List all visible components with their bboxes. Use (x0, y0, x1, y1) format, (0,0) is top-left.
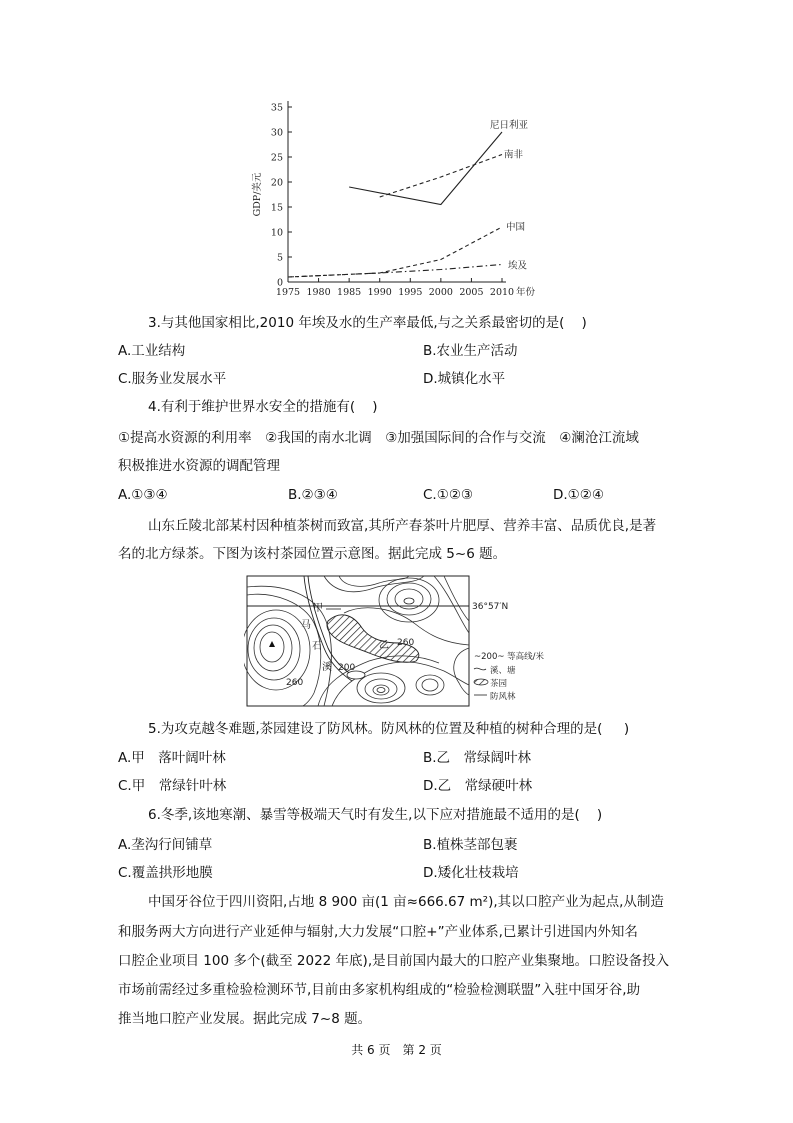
legend-windbreak: 防风林 (490, 692, 516, 702)
series-line-3 (288, 265, 502, 278)
q3-option-c[interactable]: C.服务业发展水平 (118, 371, 227, 387)
x-tick-label: 2000 (428, 287, 453, 298)
q5-option-c[interactable]: C.甲 常绿针叶林 (118, 778, 227, 794)
intro-5-6-line2: 名的北方绿茶。下图为该村茶园位置示意图。据此完成 5~6 题。 (118, 546, 507, 562)
series-label: 中国 (506, 222, 526, 233)
latitude-label: 36°57′N (472, 602, 509, 612)
pond (404, 598, 414, 604)
legend-tea-icon (474, 679, 488, 685)
q3-option-a[interactable]: A.工业结构 (118, 343, 186, 359)
legend-tea: 茶园 (490, 679, 508, 689)
q6-option-c[interactable]: C.覆盖拱形地膜 (118, 865, 213, 881)
q4-option-c[interactable]: C.①②③ (423, 487, 474, 503)
y-tick-label: 0 (276, 277, 283, 289)
y-tick-label: 5 (276, 252, 283, 264)
x-tick-label: 1980 (306, 287, 331, 298)
q5-option-d[interactable]: D.乙 常绿硬叶林 (423, 778, 533, 794)
y-tick-label: 10 (270, 227, 283, 239)
q5-stem: 5.为攻克越冬难题,茶园建设了防风林。防风林的位置及种植的树种合理的是( ) (148, 721, 630, 737)
q4-option-b[interactable]: B.②③④ (288, 487, 338, 503)
contour-label-260-a: 260 (397, 638, 415, 648)
x-tick-label: 1975 (275, 287, 301, 298)
contour-label-200: 200 (338, 663, 356, 673)
q6-stem: 6.冬季,该地寒潮、暴雪等极端天气时有发生,以下应对措施最不适用的是( ) (148, 807, 603, 823)
x-tick-label: 2005 (459, 287, 484, 298)
series-line-0 (349, 132, 502, 205)
intro-7-8-line3: 口腔企业项目 100 多个(截至 2022 年底),是目前国内最大的口腔产业集聚地。口腔设备投入 (118, 953, 670, 969)
q4-option-d[interactable]: D.①②④ (553, 487, 604, 503)
legend-pond-icon (474, 668, 486, 670)
q4-option-a[interactable]: A.①③④ (118, 487, 168, 503)
q4-statements-line1: ①提高水资源的利用率 ②我国的南水北调 ③加强国际间的合作与交流 ④澜沧江流域 (118, 430, 639, 446)
page-footer: 共 6 页 第 2 页 (351, 1043, 442, 1057)
label-ma: 马 (301, 620, 311, 631)
tea-garden-map (244, 573, 564, 711)
y-tick-label: 20 (270, 177, 283, 189)
y-axis-label: GDP/美元 (252, 172, 263, 217)
q6-option-d[interactable]: D.矮化壮枝栽培 (423, 865, 519, 881)
y-tick-label: 35 (270, 102, 283, 114)
q3-option-d[interactable]: D.城镇化水平 (423, 371, 506, 387)
chart-lines (288, 132, 502, 277)
series-line-1 (380, 155, 502, 198)
x-tick-label: 2010 (489, 287, 515, 298)
gdp-line-chart (240, 95, 570, 305)
y-tick-label: 25 (270, 152, 283, 164)
intro-7-8-line5: 推当地口腔产业发展。据此完成 7~8 题。 (118, 1011, 372, 1027)
q4-stem: 4.有利于维护世界水安全的措施有( ) (148, 399, 378, 415)
series-label: 尼日利亚 (490, 120, 529, 131)
contour-label-260-b: 260 (286, 678, 304, 688)
x-tick-label: 1990 (367, 287, 392, 298)
label-xi: 溪 (322, 662, 332, 673)
q3-stem: 3.与其他国家相比,2010 年埃及水的生产率最低,与之关系最密切的是( ) (148, 315, 587, 331)
series-line-2 (288, 227, 502, 277)
label-yi: 乙 (379, 640, 389, 651)
chart-labels (490, 119, 529, 272)
legend-pond: 溪、塘 (490, 666, 516, 676)
intro-7-8-line4: 市场前需经过多重检验检测环节,目前由多家机构组成的“检验检测联盟”入驻中国牙谷,助 (118, 982, 641, 998)
x-axis-label: 年份 (516, 287, 536, 298)
q6-option-a[interactable]: A.垄沟行间铺草 (118, 837, 213, 853)
q6-option-b[interactable]: B.植株茎部包裹 (423, 837, 518, 853)
y-tick-label: 30 (270, 127, 283, 139)
intro-5-6-line1: 山东丘陵北部某村因种植茶树而致富,其所产春茶叶片肥厚、营养丰富、品质优良,是著 (148, 518, 657, 534)
label-shi: 石 (312, 641, 322, 652)
label-jia: 甲 (313, 603, 323, 614)
pond (377, 688, 385, 693)
legend-contour: ~200~ 等高线/米 (474, 652, 545, 662)
x-tick-label: 1995 (398, 287, 423, 298)
q5-option-a[interactable]: A.甲 落叶阔叶林 (118, 750, 226, 766)
series-label: 南非 (504, 149, 524, 161)
intro-7-8-line2: 和服务两大方向进行产业延伸与辐射,大力发展“口腔+”产业体系,已累计引进国内外知名 (118, 924, 638, 940)
y-tick-label: 15 (270, 202, 283, 214)
intro-7-8-line1: 中国牙谷位于四川资阳,占地 8 900 亩(1 亩≈666.67 m²),其以口腔产业为起点,从制造 (148, 894, 664, 910)
q5-option-b[interactable]: B.乙 常绿阔叶林 (423, 750, 532, 766)
series-label: 埃及 (508, 260, 528, 272)
q4-statements-line2: 积极推进水资源的调配管理 (118, 458, 280, 474)
x-tick-label: 1985 (337, 287, 362, 298)
q3-option-b[interactable]: B.农业生产活动 (423, 343, 518, 359)
